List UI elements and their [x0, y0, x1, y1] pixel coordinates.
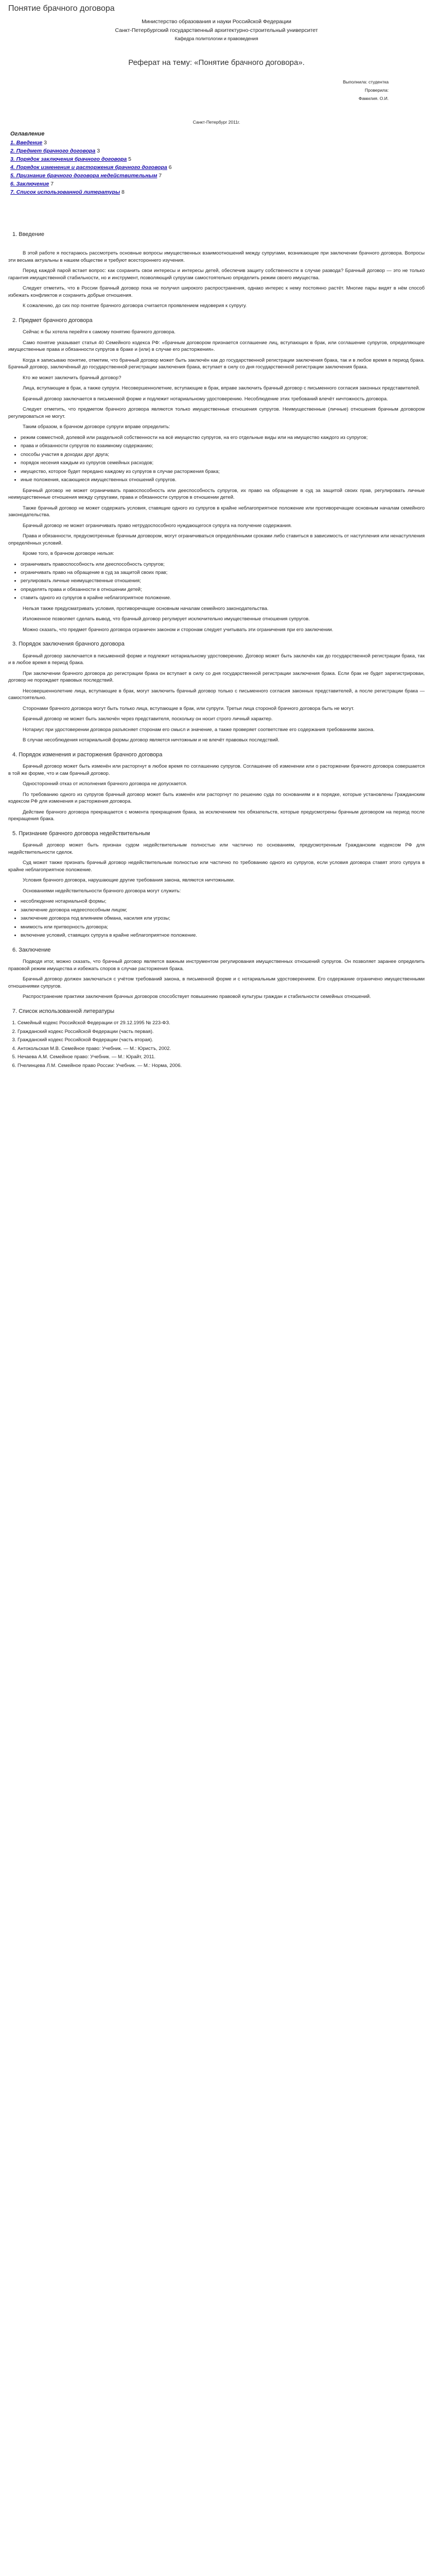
- list-item: • заключение договора под влиянием обмана, насилия или угрозы;: [21, 915, 425, 922]
- list-item: • порядок несения каждым из супругов семейных расходов;: [21, 460, 425, 466]
- checked-by: Проверила:: [364, 87, 389, 93]
- list-item: • ограничивать право на обращение в суд за защитой своих прав;: [21, 569, 425, 576]
- paragraph: К сожалению, до сих пор понятие брачного договора считается проявлением недоверия к супругу.: [23, 303, 247, 309]
- toc-item: [10, 139, 425, 147]
- paragraph: Односторонний отказ от исполнения брачного договора не допускается.: [23, 781, 187, 787]
- list-item: • имущество, которое будет передано каждому из супругов в случае расторжения брака;: [21, 468, 425, 475]
- bullet-list: [8, 561, 425, 602]
- university-line: Санкт-Петербургский государственный архитектурно-строительный университет: [115, 27, 318, 33]
- paragraph: По требованию одного из супругов брачный договор может быть изменён или расторгнут по решению суда по основаниям и в порядке, которые установлены Гражданским кодексом РФ для изменения и расторжения договора.: [8, 791, 425, 805]
- list-item: • заключение договора недееспособным лицом;: [21, 907, 425, 913]
- section-heading-amendment: 4. Порядок изменения и расторжения брачного договора: [12, 751, 163, 758]
- toc-link-amendment[interactable]: 4. Порядок изменения и расторжения брачного договора: [10, 164, 167, 171]
- report-title: Реферат на тему: «Понятие брачного договора».: [128, 58, 305, 67]
- checker-name: Фамилия. О.И.: [358, 95, 389, 101]
- paragraph: Кто же может заключить брачный договор?: [23, 375, 121, 381]
- section-heading-invalidity: 5. Признание брачного договора недействительным: [12, 830, 150, 837]
- section-heading-introduction: 1. Введение: [12, 231, 45, 238]
- paragraph: Условия брачного договора, нарушающие другие требования закона, являются ничтожными.: [23, 877, 235, 884]
- paragraph: Сейчас я бы хотела перейти к самому понятию брачного договора.: [23, 329, 176, 335]
- paragraph: При заключении брачного договора до регистрации брака он вступает в силу со дня государственной регистрации заключения брака. Если брак не будет зарегистрирован, договор не порождает правовых последствий.: [8, 670, 425, 684]
- paragraph: Брачный договор не может ограничивать право нетрудоспособного нуждающегося супруга на получение содержания.: [23, 522, 292, 529]
- toc-item: [10, 180, 425, 188]
- toc-page-number: 3: [97, 148, 100, 155]
- bullet-list: [8, 898, 425, 939]
- literature-item: 2. Гражданский кодекс Российской Федерации (часть первая).: [18, 1028, 425, 1035]
- toc-link-introduction[interactable]: 1. Введение: [10, 140, 43, 146]
- paragraph: Когда я записываю понятие, отметим, что брачный договор может быть заключён как до государственной регистрации заключения брака, так и в любое время в период брака. Брачный договор, заключённый до государственной регистрации заключения брака, вступает в силу со дня государственной регистрации заключения брака.: [8, 357, 425, 370]
- ministry-line: Министерство образования и науки Российской Федерации: [142, 18, 291, 25]
- section-heading-procedure: 3. Порядок заключения брачного договора: [12, 641, 125, 648]
- paragraph: Само понятие указывает статья 40 Семейного кодекса РФ: «брачным договором признается соглашение лиц, вступающих в брак, или соглашение супругов, определяющее имущественные права и обязанности супругов в браке и (или) в случае его расторжения».: [8, 340, 425, 353]
- toc-link-procedure[interactable]: 3. Порядок заключения брачного договора: [10, 156, 127, 163]
- paragraph: Брачный договор может быть изменён или расторгнут в любое время по соглашению супругов. Соглашение об изменении или о расторжении брачного договора совершается в той же форме, что и сам брачный договор.: [8, 764, 425, 776]
- toc-item: [10, 156, 425, 163]
- section-heading-conclusion: 6. Заключение: [12, 946, 51, 953]
- toc-page-number: 8: [121, 189, 125, 195]
- list-intro: Таким образом, в брачном договоре супруги вправе определить:: [23, 424, 170, 430]
- paragraph: Брачный договор должен заключаться с учётом требований закона, в письменной форме и с нотариальным удостоверением. Его содержание ограничено имущественными отношениями супругов.: [8, 976, 425, 989]
- paragraph: Брачный договор может быть признан судом недействительным полностью или частично по основаниям, предусмотренным Гражданским кодексом РФ для недействительности сделок.: [8, 842, 425, 855]
- toc-link-literature[interactable]: 7. Список использованной литературы: [10, 189, 120, 195]
- section-heading-literature: 7. Список использованной литературы: [12, 1008, 115, 1014]
- toc-item: [10, 147, 425, 155]
- paragraph: Брачный договор не может ограничивать правоспособность или дееспособность супругов, их право на обращение в суд за защитой своих прав, регулировать личные неимущественные отношения между супругами, права и обязанности супругов в отношении детей.: [8, 487, 425, 501]
- list-item: • права и обязанности супругов по взаимному содержанию;: [21, 443, 425, 449]
- document-page: [0, 0, 436, 1081]
- literature-item: 6. Пчелинцева Л.М. Семейное право России: Учебник. — М.: Норма, 2006.: [18, 1062, 425, 1069]
- toc-item: [10, 172, 425, 180]
- list-item: • иные положения, касающиеся имущественных отношений супругов.: [21, 477, 425, 483]
- toc-item: [10, 189, 425, 196]
- paragraph: Подводя итог, можно сказать, что брачный договор является важным инструментом регулирования имущественных отношений супругов. Он позволяет заранее определить правовой режим имущества и избежать споров в случае расторжения брака.: [8, 959, 425, 972]
- paragraph: В случае несоблюдения нотариальной формы договор является ничтожным и не влечёт правовых последствий.: [23, 737, 280, 743]
- executed-by: Выполнила: студентка: [343, 79, 389, 84]
- paragraph: Брачный договор заключается в письменной форме и подлежит нотариальному удостоверению. Несоблюдение этих требований влечёт ничтожность договора.: [23, 396, 388, 402]
- paragraph: Суд может также признать брачный договор недействительным полностью или частично по требованию одного из супругов, если условия договора ставят этого супруга в крайне неблагоприятное положение.: [8, 860, 425, 873]
- list-item: • определять права и обязанности в отношении детей;: [21, 586, 425, 593]
- toc-link-subject[interactable]: 2. Предмет брачного договора: [10, 148, 96, 155]
- list-item: • мнимость или притворность договора;: [21, 924, 425, 930]
- paragraph: Лица, вступающие в брак, а также супруги. Несовершеннолетние, вступающие в брак, вправе заключить брачный договор с письменного согласия законных представителей.: [23, 385, 420, 392]
- list-item: • ставить одного из супругов в крайне неблагоприятное положение.: [21, 595, 425, 601]
- literature-list: [8, 1020, 425, 1069]
- list-item: • включение условий, ставящих супруга в крайне неблагоприятное положение.: [21, 932, 425, 939]
- literature-item: 1. Семейный кодекс Российской Федерации от 29.12.1995 № 223-ФЗ.: [18, 1020, 425, 1026]
- list-item: • режим совместной, долевой или раздельной собственности на всё имущество супругов, на его отдельные виды или на имущество каждого из супругов;: [21, 434, 425, 441]
- toc-page-number: 6: [168, 164, 172, 171]
- list-intro: Основаниями недействительности брачного договора могут служить:: [23, 888, 181, 894]
- list-item: • способы участия в доходах друг друга;: [21, 451, 425, 458]
- list-item: • несоблюдение нотариальной формы;: [21, 898, 425, 905]
- list-intro: Кроме того, в брачном договоре нельзя:: [23, 551, 114, 557]
- paragraph: Несовершеннолетние лица, вступающие в брак, могут заключить брачный договор только с письменного согласия законных представителей, а после регистрации брака — самостоятельно.: [8, 688, 425, 701]
- literature-item: 4. Антокольская М.В. Семейное право: Учебник. — М.: Юристъ, 2002.: [18, 1045, 425, 1052]
- bullet-list: [8, 434, 425, 484]
- paragraph: Брачный договор заключается в письменной форме и подлежит нотариальному удостоверению. Договор может быть заключён как до государственной регистрации брака, так и в любое время в период брака.: [8, 653, 425, 666]
- city-year: Санкт-Петербург 2011г.: [193, 119, 240, 125]
- paragraph: Действие брачного договора прекращается с момента прекращения брака, за исключением тех обязательств, которые предусмотрены брачным договором на период после прекращения брака.: [8, 809, 425, 822]
- toc-page-number: 3: [44, 140, 47, 146]
- paragraph: В этой работе я постараюсь рассмотреть основные вопросы имущественных взаимоотношений между супругами, возникающие при заключении брачного договора. Вопросы эти весьма актуальны в нашем обществе и требуют всестороннего изучения.: [8, 250, 425, 263]
- literature-item: 5. Нечаева А.М. Семейное право: Учебник. — М.: Юрайт, 2011.: [18, 1054, 425, 1060]
- toc-page-number: 7: [159, 173, 162, 179]
- paragraph: Следует отметить, что предметом брачного договора являются только имущественные отношения супругов. Неимущественные (личные) отношения брачным договором регулироваться не могут.: [8, 406, 425, 419]
- document-title: Понятие брачного договора: [8, 4, 115, 13]
- literature-item: 3. Гражданский кодекс Российской Федерации (часть вторая).: [18, 1037, 425, 1043]
- paragraph: Нотариус при удостоверении договора разъясняет сторонам его смысл и значение, а также проверяет соответствие его содержания требованиям закона.: [23, 726, 375, 733]
- toc-link-conclusion[interactable]: 6. Заключение: [10, 180, 49, 187]
- paragraph: Права и обязанности, предусмотренные брачным договором, могут ограничиваться определёнными сроками либо ставиться в зависимость от наступления или ненаступления определённых условий.: [8, 533, 425, 546]
- paragraph: Распространение практики заключения брачных договоров способствует повышению правовой культуры граждан и стабильности семейных отношений.: [23, 994, 371, 1000]
- paragraph: Брачный договор не может быть заключён через представителя, поскольку он носит строго личный характер.: [23, 716, 273, 722]
- paragraph: Нельзя также предусматривать условия, противоречащие основным началам семейного законодательства.: [23, 605, 269, 612]
- paragraph: Следует отметить, что в России брачный договор пока не получил широкого распространения, однако интерес к нему постоянно растёт. Многие пары видят в нём способ избежать конфликтов и сохранить добрые отношения.: [8, 285, 425, 298]
- paragraph: Изложенное позволяет сделать вывод, что брачный договор регулирует исключительно имущественные отношения супругов.: [23, 616, 310, 622]
- paragraph: Также брачный договор не может содержать условия, ставящие одного из супругов в крайне неблагоприятное положение или противоречащие основным началам семейного законодательства.: [8, 505, 425, 518]
- toc-heading: Оглавление: [10, 130, 45, 137]
- list-item: • регулировать личные неимущественные отношения;: [21, 578, 425, 584]
- table-of-contents: [8, 130, 425, 196]
- section-heading-subject: 2. Предмет брачного договора: [12, 317, 93, 324]
- toc-page-number: 5: [128, 156, 132, 163]
- toc-item: [10, 164, 425, 172]
- paragraph: Перед каждой парой встает вопрос: как сохранить свои интересы и интересы детей, обеспечив защиту собственности в случае развода? Брачный договор — это не только гарантия имущественной стабильности, но и инструмент, позволяющий супругам самостоятельно определить режим своего имущества.: [8, 268, 425, 281]
- department-line: Кафедра политологии и правоведения: [175, 36, 258, 41]
- paragraph: Можно сказать, что предмет брачного договора ограничен законом и сторонам следует учитывать эти ограничения при его заключении.: [23, 626, 334, 633]
- toc-link-invalidity[interactable]: 5. Признание брачного договора недействительным: [10, 173, 158, 179]
- list-item: • ограничивать правоспособность или дееспособность супругов;: [21, 561, 425, 568]
- toc-page-number: 7: [50, 180, 54, 187]
- paragraph: Сторонами брачного договора могут быть только лица, вступающие в брак, или супруги. Третьи лица стороной брачного договора быть не могут.: [23, 705, 355, 711]
